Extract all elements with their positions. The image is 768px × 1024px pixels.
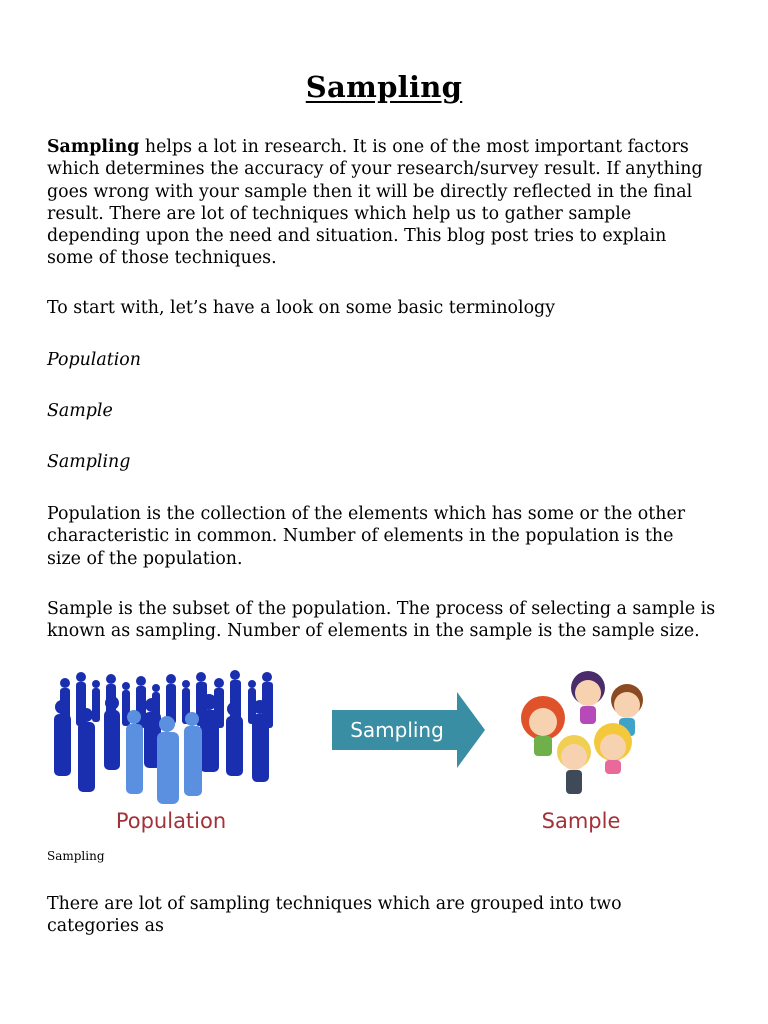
term-sampling: Sampling: [47, 452, 131, 472]
intro-line: helps a lot in research. It is one of the most important factors: [139, 137, 689, 157]
closing-line: categories as: [47, 916, 164, 937]
definition-line: Sample is the subset of the population. The process of selecting a sample is: [47, 599, 716, 619]
population-crowd-image: [54, 670, 273, 833]
intro-line: which determines the accuracy of your research/survey result. If anything: [47, 159, 703, 180]
definition-line: Population is the collection of the elements which has some or the other: [47, 504, 686, 524]
intro-paragraph: [47, 136, 737, 270]
population-definition: [47, 503, 737, 570]
terminology-intro: To start with, let’s have a look on some basic terminology: [47, 298, 556, 318]
definition-line: size of the population.: [47, 548, 243, 569]
intro-line: some of those techniques.: [47, 248, 277, 269]
definition-line: known as sampling. Number of elements in the sample is the sample size.: [47, 621, 700, 642]
sampling-arrow: [332, 692, 485, 768]
sampling-arrow-label: Sampling: [350, 718, 444, 742]
sampling-illustration: [47, 660, 667, 840]
closing-paragraph: [47, 893, 737, 938]
figure-caption: Sampling: [47, 849, 105, 863]
intro-line: result. There are lot of techniques which help us to gather sample: [47, 203, 632, 224]
sample-child-icon: [571, 671, 605, 724]
sample-child-icon: [557, 735, 591, 794]
term-population: Population: [47, 350, 141, 370]
page-title: Sampling: [305, 70, 463, 104]
intro-lead-term: Sampling: [47, 137, 140, 157]
sample-definition: [47, 598, 737, 643]
sample-group-image: [521, 671, 643, 833]
closing-line: There are lot of sampling techniques which are grouped into two: [47, 894, 622, 914]
definition-line: characteristic in common. Number of elements in the population is the: [47, 526, 674, 547]
term-sample: Sample: [47, 401, 113, 421]
sample-child-icon: [594, 723, 632, 774]
population-label: Population: [115, 809, 227, 833]
intro-line: depending upon the need and situation. This blog post tries to explain: [47, 226, 667, 247]
sample-label: Sample: [541, 809, 621, 833]
intro-line: goes wrong with your sample then it will be directly reflected in the final: [47, 181, 693, 202]
